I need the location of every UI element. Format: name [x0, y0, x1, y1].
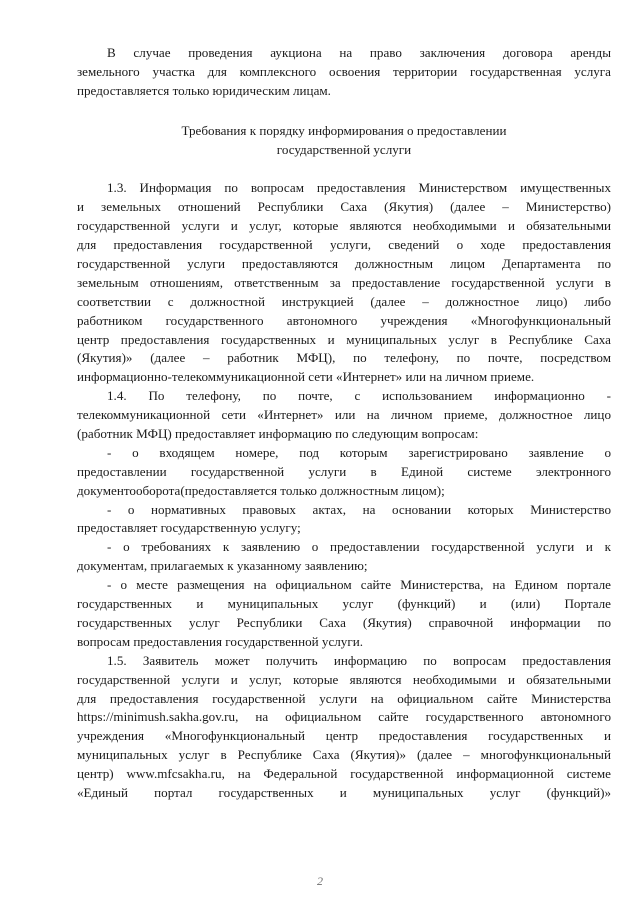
list-item-line: - о нормативных правовых актах, на основании которых Министерство [107, 501, 611, 517]
list-item-line: государственных и муниципальных услуг (функций) и (или) Портале [77, 596, 611, 612]
list-item-line: - о месте размещения на официальном сайте Министерства, на Едином портале [107, 577, 611, 593]
paragraph-line: для предоставления государственной услуги, сведений о ходе предоставления [77, 237, 611, 253]
paragraph-line: соответствии с должностной инструкцией (далее – должностное лицо) либо [77, 293, 611, 309]
list-item-line: - о требованиях к заявлению о предоставлении государственной услуги и к [107, 539, 611, 555]
paragraph-line: 1.3. Информация по вопросам предоставления Министерством имущественных [107, 180, 611, 196]
paragraph-line: государственной услуги предоставляются должностным лицом Департамента по [77, 256, 611, 272]
paragraph-line: работником государственного автономного учреждения «Многофункциональный [77, 312, 611, 328]
paragraph-line: предоставляется только юридическим лицам. [77, 82, 331, 98]
paragraph-line: учреждения «Многофункциональный центр предоставления государственных и [77, 728, 611, 744]
paragraph-line: 1.5. Заявитель может получить информацию по вопросам предоставления [107, 652, 611, 668]
page-number: 2 [317, 874, 323, 888]
list-item-line: - о входящем номере, под которым зарегистрировано заявление о [107, 444, 611, 460]
list-item-line: документам, прилагаемых к указанному заявлению; [77, 558, 368, 574]
list-item-line: предоставлении государственной услуги в Единой системе электронного [77, 463, 611, 479]
section-heading: государственной услуги [276, 141, 412, 157]
list-item-line: документооборота(предоставляется только должностным лицом); [77, 482, 445, 498]
paragraph-line: (Якутия)» (далее – работник МФЦ), по телефону, по почте, посредством [77, 350, 611, 366]
paragraph-line: телекоммуникационной сети «Интернет» или на личном приеме, должностное лицо [77, 407, 611, 423]
paragraph-line: «Единый портал государственных и муниципальных услуг (функций)» [77, 784, 611, 800]
document-body [77, 44, 611, 803]
paragraph-line: центр предоставления государственных и муниципальных услуг в Республике Саха [77, 331, 611, 347]
paragraph-line: В случае проведения аукциона на право заключения договора аренды [107, 45, 611, 60]
paragraph-line: земельного участка для комплексного освоения территории государственная услуга [77, 63, 611, 79]
paragraph-line: и земельных отношений Республики Саха (Якутия) (далее – Министерство) [77, 199, 611, 215]
paragraph-line: 1.4. По телефону, по почте, с использованием информационно - [107, 388, 611, 404]
paragraph-line: информационно-телекоммуникационной сети «Интернет» или на личном приеме. [77, 369, 535, 385]
paragraph-line: https://minimush.sakha.gov.ru, на официальном сайте государственного автономного [77, 709, 611, 725]
list-item-line: предоставляет государственную услугу; [77, 520, 301, 536]
paragraph-line: земельным отношениям, ответственным за предоставление государственной услуги в [77, 274, 611, 290]
paragraph-line: государственной услуги и услуг, которые являются необходимыми и обязательными [77, 218, 611, 234]
list-item-line: вопросам предоставления государственной услуги. [77, 633, 363, 649]
list-item-line: государственных услуг Республики Саха (Якутия) справочной информации по [77, 614, 611, 630]
section-heading: Требования к порядку информирования о предоставлении [181, 122, 507, 138]
paragraph-line: государственной услуги и услуг, которые являются необходимыми и обязательными [77, 671, 611, 687]
paragraph-line: муниципальных услуг в Республике Саха (Якутия)» (далее – многофункциональный [77, 747, 611, 763]
paragraph-line: для предоставления государственной услуги на официальном сайте Министерства [77, 690, 611, 706]
paragraph-line: (работник МФЦ) предоставляет информацию по следующим вопросам: [77, 426, 479, 442]
paragraph-line: центр) www.mfcsakha.ru, на Федеральной государственной информационной системе [77, 766, 611, 782]
